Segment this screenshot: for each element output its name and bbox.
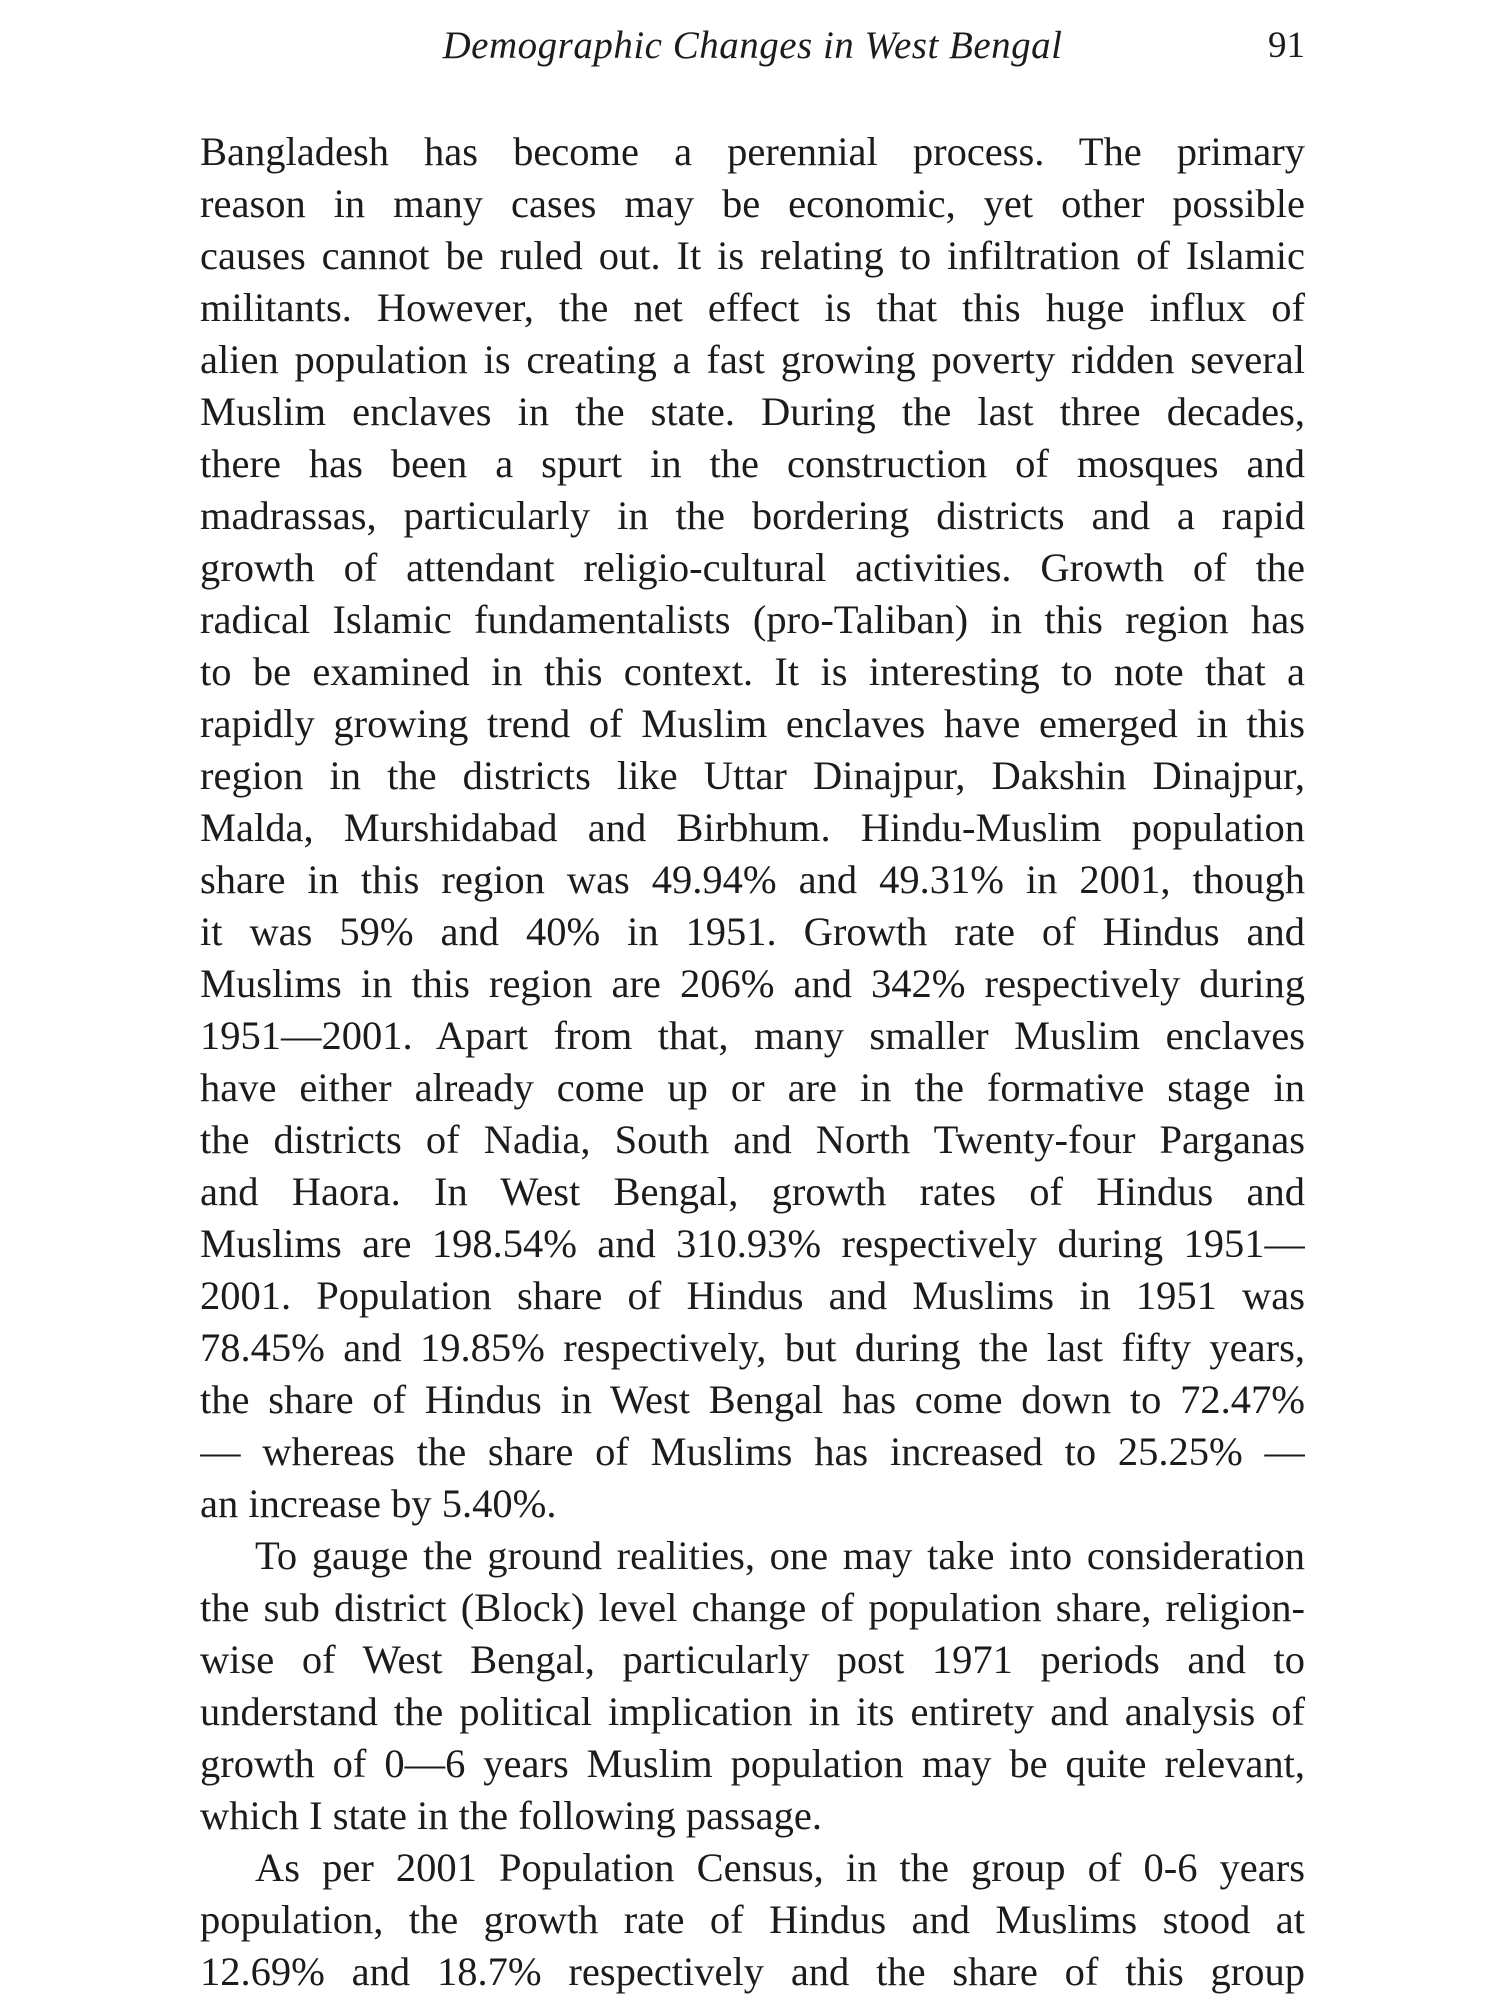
- text-line: To gauge the ground realities, one may take into consideration: [255, 1533, 1305, 1578]
- text-line: to be examined in this context. It is interesting to note that a: [200, 649, 1305, 694]
- text-line: there has been a spurt in the construction of mosques and: [200, 441, 1305, 486]
- body-text: [200, 126, 1305, 1998]
- text-line: madrassas, particularly in the bordering districts and a rapid: [200, 493, 1305, 538]
- text-line: region in the districts like Uttar Dinajpur, Dakshin Dinajpur,: [200, 753, 1305, 798]
- text-line: 78.45% and 19.85% respectively, but during the last fifty years,: [200, 1325, 1305, 1370]
- text-line: growth of 0—6 years Muslim population may be quite relevant,: [200, 1741, 1305, 1786]
- text-line: Malda, Murshidabad and Birbhum. Hindu-Muslim population: [200, 805, 1305, 850]
- text-line: have either already come up or are in the formative stage in: [200, 1065, 1305, 1110]
- paragraph: [200, 126, 1305, 1530]
- text-line: which I state in the following passage.: [200, 1793, 822, 1838]
- text-line: the share of Hindus in West Bengal has come down to 72.47%: [200, 1377, 1305, 1422]
- text-line: the districts of Nadia, South and North Twenty-four Parganas: [200, 1117, 1305, 1162]
- text-line: understand the political implication in its entirety and analysis of: [200, 1689, 1305, 1734]
- text-line: population, the growth rate of Hindus and Muslims stood at: [200, 1897, 1305, 1942]
- text-line: alien population is creating a fast growing poverty ridden several: [200, 337, 1305, 382]
- text-line: Bangladesh has become a perennial process. The primary: [200, 129, 1305, 174]
- text-line: As per 2001 Population Census, in the group of 0-6 years: [255, 1845, 1305, 1890]
- text-line: Muslim enclaves in the state. During the last three decades,: [200, 389, 1305, 434]
- text-line: militants. However, the net effect is that this huge influx of: [200, 285, 1305, 330]
- text-line: radical Islamic fundamentalists (pro-Taliban) in this region has: [200, 597, 1305, 642]
- paragraph: [200, 1842, 1305, 1998]
- text-line: causes cannot be ruled out. It is relating to infiltration of Islamic: [200, 233, 1305, 278]
- text-line: 12.69% and 18.7% respectively and the share of this group: [200, 1949, 1305, 1994]
- text-line: — whereas the share of Muslims has increased to 25.25% —: [200, 1429, 1305, 1474]
- text-line: Muslims in this region are 206% and 342% respectively during: [200, 961, 1305, 1006]
- running-head: [200, 18, 1305, 74]
- text-line: rapidly growing trend of Muslim enclaves have emerged in this: [200, 701, 1305, 746]
- text-line: share in this region was 49.94% and 49.31% in 2001, though: [200, 857, 1305, 902]
- running-title: Demographic Changes in West Bengal: [442, 24, 1063, 67]
- text-line: Muslims are 198.54% and 310.93% respectively during 1951—: [200, 1221, 1305, 1266]
- text-line: the sub district (Block) level change of population share, religion-: [200, 1585, 1305, 1630]
- text-line: 2001. Population share of Hindus and Muslims in 1951 was: [200, 1273, 1305, 1318]
- text-line: wise of West Bengal, particularly post 1971 periods and to: [200, 1637, 1305, 1682]
- text-line: reason in many cases may be economic, yet other possible: [200, 181, 1305, 226]
- paragraph: [200, 1530, 1305, 1842]
- text-line: growth of attendant religio-cultural activities. Growth of the: [200, 545, 1305, 590]
- text-line: and Haora. In West Bengal, growth rates of Hindus and: [200, 1169, 1305, 1214]
- text-line: it was 59% and 40% in 1951. Growth rate of Hindus and: [200, 909, 1305, 954]
- page-number: 91: [1268, 25, 1305, 66]
- text-line: 1951—2001. Apart from that, many smaller Muslim enclaves: [200, 1013, 1305, 1058]
- text-line: an increase by 5.40%.: [200, 1481, 557, 1526]
